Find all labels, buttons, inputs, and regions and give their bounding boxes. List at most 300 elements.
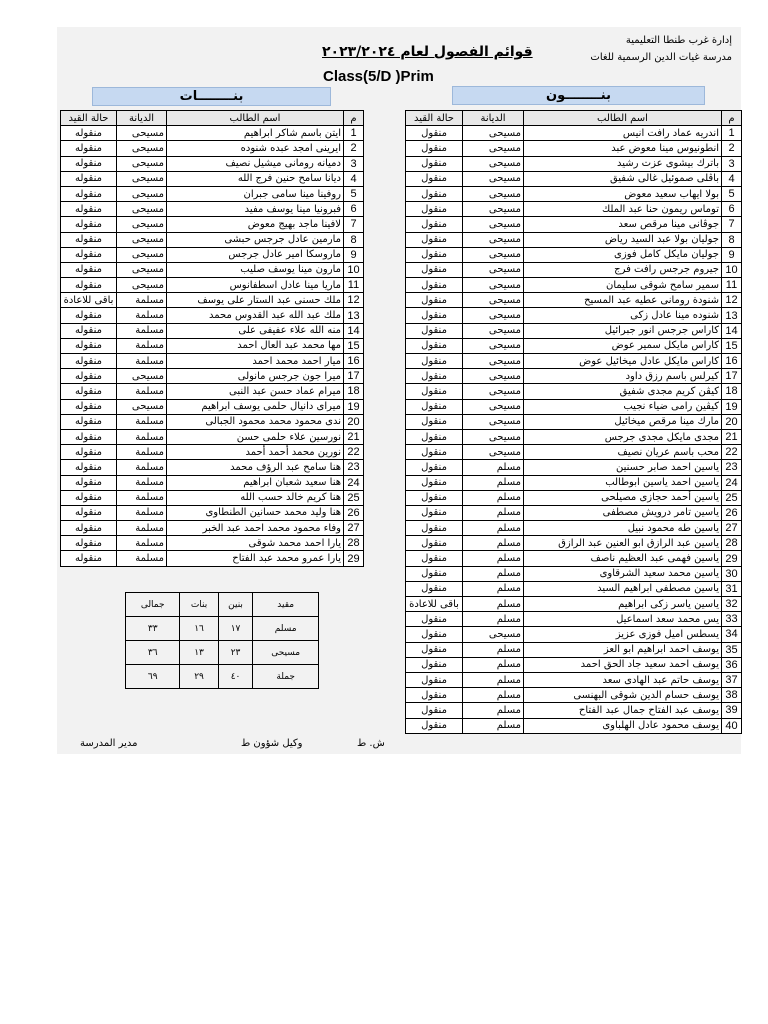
table-row: [406, 247, 742, 262]
religion-cell: مسيحى: [117, 232, 167, 247]
status-cell: منقول: [406, 688, 463, 703]
table-row: [406, 672, 742, 687]
status-cell: منقوله: [61, 521, 117, 536]
row-number: 8: [722, 232, 742, 247]
student-name: ميرا جون جرجس مانولى: [167, 369, 344, 384]
status-cell: منقوله: [61, 232, 117, 247]
row-number: 25: [722, 490, 742, 505]
religion-cell: مسلم: [463, 672, 524, 687]
row-number: 3: [344, 156, 364, 171]
student-name: مارك مينا مرقص ميخائيل: [524, 414, 722, 429]
row-number: 23: [722, 460, 742, 475]
student-name: منه الله علاء عفيفى على: [167, 323, 344, 338]
summary-header-cell: جمالى: [126, 593, 180, 617]
status-cell: منقول: [406, 156, 463, 171]
religion-cell: مسيحى: [117, 278, 167, 293]
table-row: [406, 369, 742, 384]
status-cell: منقوله: [61, 126, 117, 141]
status-cell: منقول: [406, 445, 463, 460]
status-cell: منقوله: [61, 278, 117, 293]
row-number: 30: [722, 566, 742, 581]
table-row: [406, 429, 742, 444]
religion-cell: مسلمة: [117, 460, 167, 475]
status-cell: منقول: [406, 627, 463, 642]
status-cell: منقول: [406, 657, 463, 672]
class-label: Class(5/D )Prim: [323, 68, 434, 85]
table-row: [406, 657, 742, 672]
status-cell: منقوله: [61, 475, 117, 490]
status-cell: منقول: [406, 141, 463, 156]
row-number: 2: [722, 141, 742, 156]
status-cell: منقول: [406, 354, 463, 369]
row-number: 29: [344, 551, 364, 566]
student-name: كيرلس باسم رزق داود: [524, 369, 722, 384]
table-row: [61, 232, 364, 247]
student-name: يارا عمرو محمد عبد الفتاح: [167, 551, 344, 566]
status-cell: منقوله: [61, 308, 117, 323]
student-name: نورسين علاء حلمى حسن: [167, 429, 344, 444]
student-name: لافينا ماجد بهيج معوض: [167, 217, 344, 232]
row-number: 4: [344, 171, 364, 186]
student-name: كيڤن كريم مجدى شفيق: [524, 384, 722, 399]
row-number: 18: [722, 384, 742, 399]
religion-cell: مسيحى: [117, 141, 167, 156]
summary-header-cell: بنات: [180, 593, 218, 617]
religion-cell: مسيحى: [117, 126, 167, 141]
girls-header-row: [61, 111, 364, 126]
summary-row: [126, 665, 319, 689]
religion-cell: مسلمة: [117, 551, 167, 566]
table-row: [61, 414, 364, 429]
table-row: [61, 460, 364, 475]
col-name: اسم الطالب: [167, 111, 344, 126]
table-row: [406, 627, 742, 642]
student-name: ياسين محمد سعيد الشرقاوى: [524, 566, 722, 581]
religion-cell: مسيحى: [463, 445, 524, 460]
row-number: 22: [344, 445, 364, 460]
status-cell: منقول: [406, 414, 463, 429]
status-cell: منقول: [406, 521, 463, 536]
religion-cell: مسيحى: [463, 293, 524, 308]
table-row: [61, 384, 364, 399]
status-cell: منقول: [406, 612, 463, 627]
religion-cell: مسلمة: [117, 384, 167, 399]
table-row: [406, 642, 742, 657]
status-cell: منقول: [406, 718, 463, 733]
religion-cell: مسيحى: [463, 369, 524, 384]
row-number: 20: [344, 414, 364, 429]
row-number: 18: [344, 384, 364, 399]
status-cell: منقوله: [61, 186, 117, 201]
religion-cell: مسيحى: [463, 399, 524, 414]
student-name: كيڤين رامى ضياء نجيب: [524, 399, 722, 414]
page-title: قوائم الفصول لعام ٢٠٢٣/٢٠٢٤: [322, 44, 533, 60]
student-name: مجدى مايكل مجدى جرجس: [524, 429, 722, 444]
status-cell: منقول: [406, 429, 463, 444]
summary-cell: جملة: [253, 665, 319, 689]
religion-cell: مسلم: [463, 718, 524, 733]
status-cell: منقوله: [61, 414, 117, 429]
religion-cell: مسيحى: [117, 399, 167, 414]
row-number: 15: [722, 338, 742, 353]
table-row: [61, 505, 364, 520]
status-cell: منقول: [406, 217, 463, 232]
table-row: [61, 262, 364, 277]
student-name: كاراس جرجس انور جبرائيل: [524, 323, 722, 338]
row-number: 12: [722, 293, 742, 308]
religion-cell: مسيحى: [463, 126, 524, 141]
table-row: [406, 536, 742, 551]
row-number: 25: [344, 490, 364, 505]
table-row: [61, 338, 364, 353]
student-name: يسطس اميل فوزى عزيز: [524, 627, 722, 642]
table-row: [61, 475, 364, 490]
row-number: 33: [722, 612, 742, 627]
student-name: وفاء محمود محمد احمد عبد الخبر: [167, 521, 344, 536]
religion-cell: مسيحى: [463, 141, 524, 156]
status-cell: منقوله: [61, 536, 117, 551]
table-row: [406, 566, 742, 581]
status-cell: منقوله: [61, 262, 117, 277]
religion-cell: مسلم: [463, 642, 524, 657]
row-number: 8: [344, 232, 364, 247]
religion-cell: مسلم: [463, 581, 524, 596]
status-cell: منقوله: [61, 399, 117, 414]
table-row: [406, 354, 742, 369]
table-row: [61, 126, 364, 141]
student-name: اندريه عماد رافت انيس: [524, 126, 722, 141]
table-row: [61, 490, 364, 505]
religion-cell: مسيحى: [463, 323, 524, 338]
status-cell: منقوله: [61, 384, 117, 399]
row-number: 7: [344, 217, 364, 232]
table-row: [406, 308, 742, 323]
row-number: 6: [722, 202, 742, 217]
row-number: 14: [722, 323, 742, 338]
table-row: [406, 338, 742, 353]
religion-cell: مسيحى: [463, 156, 524, 171]
religion-cell: مسيحى: [463, 217, 524, 232]
religion-cell: مسلمة: [117, 505, 167, 520]
table-row: [61, 202, 364, 217]
religion-cell: مسلم: [463, 612, 524, 627]
boys-table: [405, 110, 742, 734]
table-row: [61, 247, 364, 262]
summary-cell: ٢٣: [218, 641, 253, 665]
status-cell: منقول: [406, 338, 463, 353]
row-number: 21: [722, 429, 742, 444]
religion-cell: مسلمة: [117, 445, 167, 460]
row-number: 13: [722, 308, 742, 323]
table-row: [61, 521, 364, 536]
status-cell: منقول: [406, 460, 463, 475]
religion-cell: مسيحى: [463, 247, 524, 262]
admin-name: إدارة غرب طنطا التعليمية: [625, 35, 732, 46]
row-number: 16: [722, 354, 742, 369]
table-row: [406, 217, 742, 232]
status-cell: منقول: [406, 186, 463, 201]
girls-table: [60, 110, 364, 567]
religion-cell: مسيحى: [463, 308, 524, 323]
religion-cell: مسلمة: [117, 323, 167, 338]
status-cell: منقول: [406, 126, 463, 141]
table-row: [406, 293, 742, 308]
table-row: [406, 126, 742, 141]
student-name: يارا احمد محمد شوقى: [167, 536, 344, 551]
row-number: 14: [344, 323, 364, 338]
boys-header-row: [406, 111, 742, 126]
row-number: 9: [722, 247, 742, 262]
col-num: م: [344, 111, 364, 126]
status-cell: منقول: [406, 475, 463, 490]
religion-cell: مسيحى: [463, 414, 524, 429]
religion-cell: مسلم: [463, 521, 524, 536]
row-number: 27: [722, 521, 742, 536]
summary-cell: ٣٦: [126, 641, 180, 665]
signature-principal: مدير المدرسة: [80, 738, 138, 749]
religion-cell: مسيحى: [463, 232, 524, 247]
table-row: [61, 445, 364, 460]
summary-cell: ٤٠: [218, 665, 253, 689]
religion-cell: مسلمة: [117, 536, 167, 551]
row-number: 40: [722, 718, 742, 733]
row-number: 31: [722, 581, 742, 596]
summary-row: [126, 641, 319, 665]
religion-cell: مسيحى: [117, 217, 167, 232]
table-row: [406, 475, 742, 490]
table-row: [406, 612, 742, 627]
row-number: 23: [344, 460, 364, 475]
religion-cell: مسلم: [463, 475, 524, 490]
student-name: كاراس مايكل سمير عوض: [524, 338, 722, 353]
religion-cell: مسلم: [463, 566, 524, 581]
row-number: 9: [344, 247, 364, 262]
religion-cell: مسيحى: [117, 369, 167, 384]
status-cell: منقوله: [61, 156, 117, 171]
table-row: [406, 262, 742, 277]
table-row: [61, 186, 364, 201]
row-number: 38: [722, 688, 742, 703]
status-cell: منقوله: [61, 429, 117, 444]
student-name: ياسين احمد ياسين ابوطالب: [524, 475, 722, 490]
row-number: 24: [344, 475, 364, 490]
student-name: ياسين ياسر زكى ابراهيم: [524, 597, 722, 612]
col-status: حالة القيد: [61, 111, 117, 126]
status-cell: باقى للاعادة: [61, 293, 117, 308]
religion-cell: مسلمة: [117, 414, 167, 429]
student-name: توماس ريمون حنا عبد الملك: [524, 202, 722, 217]
student-name: انطونيوس مينا معوض عبد: [524, 141, 722, 156]
row-number: 22: [722, 445, 742, 460]
status-cell: منقول: [406, 308, 463, 323]
table-row: [61, 354, 364, 369]
status-cell: منقوله: [61, 171, 117, 186]
status-cell: منقول: [406, 536, 463, 551]
status-cell: باقى للاعادة: [406, 597, 463, 612]
table-row: [406, 278, 742, 293]
student-name: سمير سامح شوقى سليمان: [524, 278, 722, 293]
table-row: [406, 323, 742, 338]
student-name: ماروسكا امير عادل جرجس: [167, 247, 344, 262]
student-name: يس محمد سعد اسماعيل: [524, 612, 722, 627]
row-number: 28: [722, 536, 742, 551]
row-number: 27: [344, 521, 364, 536]
student-name: باترك بيشوى عزت رشيد: [524, 156, 722, 171]
summary-cell: ٦٩: [126, 665, 180, 689]
status-cell: منقوله: [61, 202, 117, 217]
religion-cell: مسيحى: [117, 171, 167, 186]
religion-cell: مسلم: [463, 505, 524, 520]
status-cell: منقول: [406, 262, 463, 277]
status-cell: منقول: [406, 171, 463, 186]
row-number: 32: [722, 597, 742, 612]
status-cell: منقوله: [61, 369, 117, 384]
student-name: شنوده مينا عادل زكى: [524, 308, 722, 323]
summary-cell: ٣٣: [126, 617, 180, 641]
student-name: ماريا مينا عادل اسطفانوس: [167, 278, 344, 293]
student-name: كاراس مايكل عادل ميخائيل عوض: [524, 354, 722, 369]
religion-cell: مسيحى: [463, 202, 524, 217]
status-cell: منقول: [406, 703, 463, 718]
table-row: [406, 171, 742, 186]
religion-cell: مسيحى: [117, 186, 167, 201]
religion-cell: مسلمة: [117, 338, 167, 353]
summary-cell: ١٣: [180, 641, 218, 665]
student-name: هنا كريم خالد حسب الله: [167, 490, 344, 505]
row-number: 21: [344, 429, 364, 444]
religion-cell: مسلم: [463, 536, 524, 551]
student-name: ملك حسنى عبد الستار على يوسف: [167, 293, 344, 308]
student-name: مارمين عادل جرجس حبشى: [167, 232, 344, 247]
row-number: 1: [344, 126, 364, 141]
religion-cell: مسلمة: [117, 521, 167, 536]
table-row: [406, 399, 742, 414]
col-religion: الديانة: [117, 111, 167, 126]
student-name: ميار احمد محمد احمد: [167, 354, 344, 369]
religion-cell: مسيحى: [463, 429, 524, 444]
religion-cell: مسيحى: [463, 262, 524, 277]
table-row: [61, 399, 364, 414]
row-number: 11: [722, 278, 742, 293]
student-name: ديانا سامح حنين فرج الله: [167, 171, 344, 186]
student-name: جوليان بولا عبد السيد رياض: [524, 232, 722, 247]
religion-cell: مسيحى: [117, 202, 167, 217]
row-number: 6: [344, 202, 364, 217]
row-number: 19: [722, 399, 742, 414]
student-name: ميرام عماد حسن عبد النبى: [167, 384, 344, 399]
row-number: 26: [722, 505, 742, 520]
status-cell: منقول: [406, 566, 463, 581]
religion-cell: مسلمة: [117, 308, 167, 323]
row-number: 29: [722, 551, 742, 566]
summary-header-cell: مقيد: [253, 593, 319, 617]
student-name: شنودة رومانى عطيه عبد المسيح: [524, 293, 722, 308]
student-name: هنا سامح عبد الرؤف محمد: [167, 460, 344, 475]
religion-cell: مسلمة: [117, 490, 167, 505]
religion-cell: مسيحى: [463, 171, 524, 186]
status-cell: منقول: [406, 202, 463, 217]
status-cell: منقول: [406, 505, 463, 520]
religion-cell: مسيحى: [463, 384, 524, 399]
row-number: 1: [722, 126, 742, 141]
table-row: [406, 718, 742, 733]
table-row: [406, 414, 742, 429]
table-row: [61, 278, 364, 293]
row-number: 19: [344, 399, 364, 414]
girls-band: بنــــــــات: [92, 87, 331, 106]
religion-cell: مسيحى: [463, 627, 524, 642]
table-row: [61, 141, 364, 156]
student-name: دميانه رومانى ميشيل نصيف: [167, 156, 344, 171]
student-name: ياسين عبد الرازق ابو العنين عبد الرازق: [524, 536, 722, 551]
status-cell: منقول: [406, 399, 463, 414]
student-name: مارون مينا يوسف صليب: [167, 262, 344, 277]
status-cell: منقوله: [61, 460, 117, 475]
row-number: 20: [722, 414, 742, 429]
col-status: حالة القيد: [406, 111, 463, 126]
table-row: [406, 186, 742, 201]
row-number: 36: [722, 657, 742, 672]
col-num: م: [722, 111, 742, 126]
student-name: هنا سعيد شعبان ابراهيم: [167, 475, 344, 490]
student-name: جيروم جرجس رافت فرج: [524, 262, 722, 277]
table-row: [406, 384, 742, 399]
religion-cell: مسيحى: [463, 354, 524, 369]
row-number: 2: [344, 141, 364, 156]
status-cell: منقول: [406, 293, 463, 308]
student-name: ايتن باسم شاكر ابراهيم: [167, 126, 344, 141]
table-row: [61, 551, 364, 566]
religion-cell: مسلمة: [117, 475, 167, 490]
summary-cell: مسيحى: [253, 641, 319, 665]
religion-cell: مسلم: [463, 460, 524, 475]
student-name: يوسف محمود عادل الهلباوى: [524, 718, 722, 733]
status-cell: منقول: [406, 232, 463, 247]
student-name: باڤلى صموئيل غالى شفيق: [524, 171, 722, 186]
row-number: 10: [722, 262, 742, 277]
row-number: 16: [344, 354, 364, 369]
student-name: ايرينى امجد عبده شنوده: [167, 141, 344, 156]
summary-cell: ٢٩: [180, 665, 218, 689]
status-cell: منقول: [406, 384, 463, 399]
signature-sign1: ش. ط: [357, 738, 385, 749]
status-cell: منقول: [406, 369, 463, 384]
religion-cell: مسيحى: [463, 338, 524, 353]
status-cell: منقوله: [61, 551, 117, 566]
summary-cell: مسلم: [253, 617, 319, 641]
status-cell: منقوله: [61, 323, 117, 338]
student-name: ياسين طه محمود نبيل: [524, 521, 722, 536]
table-row: [406, 156, 742, 171]
row-number: 26: [344, 505, 364, 520]
religion-cell: مسلمة: [117, 354, 167, 369]
student-name: يوسف حسام الدين شوقى البهنسى: [524, 688, 722, 703]
religion-cell: مسلمة: [117, 429, 167, 444]
row-number: 13: [344, 308, 364, 323]
student-name: يوسف عبد الفتاح جمال عبد الفتاح: [524, 703, 722, 718]
row-number: 24: [722, 475, 742, 490]
row-number: 3: [722, 156, 742, 171]
col-name: اسم الطالب: [524, 111, 722, 126]
row-number: 28: [344, 536, 364, 551]
religion-cell: مسيحى: [463, 278, 524, 293]
table-row: [406, 445, 742, 460]
col-religion: الديانة: [463, 111, 524, 126]
status-cell: منقوله: [61, 247, 117, 262]
student-name: جوليان مايكل كامل فوزى: [524, 247, 722, 262]
status-cell: منقول: [406, 490, 463, 505]
status-cell: منقوله: [61, 141, 117, 156]
